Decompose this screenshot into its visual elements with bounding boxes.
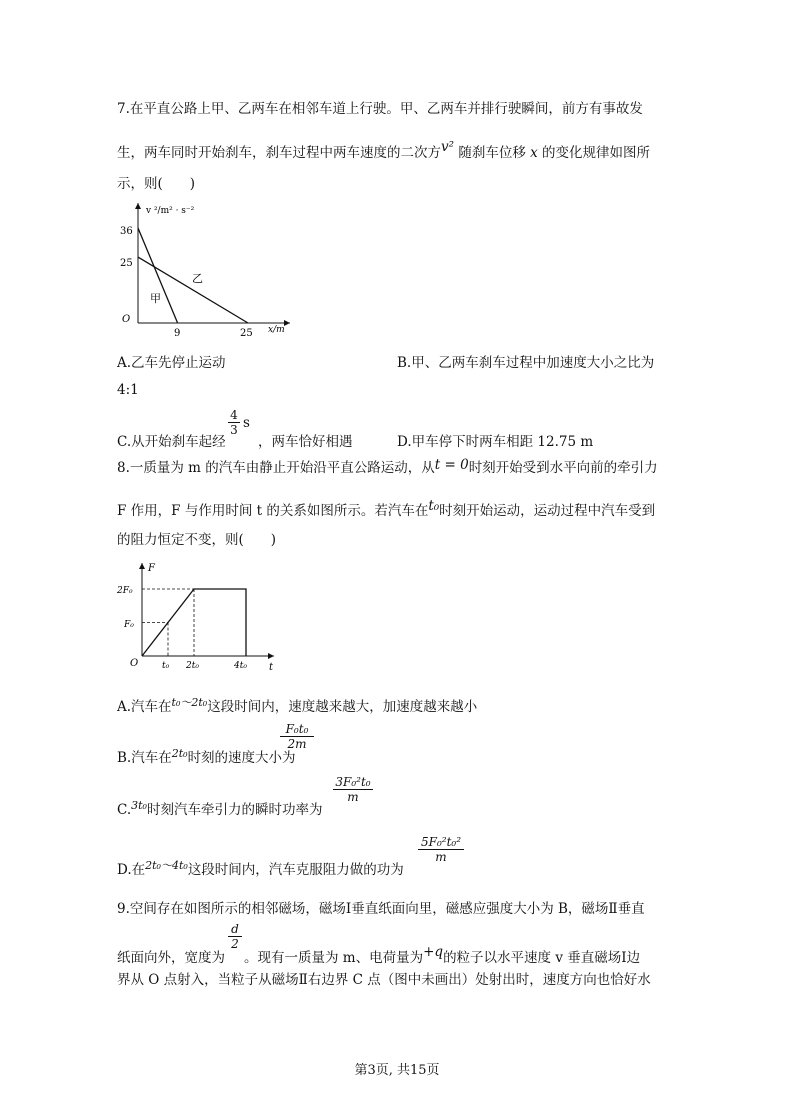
q7-option-d: D.甲车停下时两车相距 12.75 m bbox=[397, 434, 594, 450]
q9-line3: 界从 O 点射入，当粒子从磁场Ⅱ右边界 C 点（图中未画出）处射出时，速度方向也恰好水 bbox=[117, 972, 651, 988]
q8-line1 bbox=[117, 456, 658, 476]
chart2-xlabel: t bbox=[269, 662, 274, 673]
q9-line2-pre: 纸面向外，宽度为 bbox=[117, 950, 225, 966]
q7-line1: 7.在平直公路上甲、乙两车在相邻车道上行驶。甲、乙两车并排行驶瞬间，前方有事故发 bbox=[117, 101, 643, 117]
q7-line2 bbox=[117, 141, 650, 161]
q8-option-c-fraction bbox=[333, 775, 373, 804]
chart2-ytick-f0: F₀ bbox=[124, 620, 134, 630]
q8-option-b bbox=[117, 746, 296, 766]
chart2-xtick-4t0: 4t₀ bbox=[234, 661, 247, 671]
f-t-chart bbox=[112, 558, 282, 676]
q8-option-d bbox=[117, 858, 404, 878]
q8-option-d-pre: D.在 bbox=[117, 862, 146, 878]
q7-option-c-pre: C.从开始刹车起经 bbox=[117, 434, 226, 450]
q8-option-b-pre: B.汽车在 bbox=[117, 750, 172, 766]
q9-line2 bbox=[244, 946, 640, 966]
chart2-ylabel: F bbox=[148, 563, 155, 574]
q8-option-b-t: 2t₀ bbox=[171, 747, 188, 760]
q8-option-d-fraction bbox=[418, 835, 464, 864]
q7-line2a: 生，两车同时开始刹车，刹车过程中两车速度的二次方 bbox=[117, 145, 441, 161]
y-axis-arrow bbox=[139, 563, 145, 569]
q7-option-a: A.乙车先停止运动 bbox=[117, 355, 226, 371]
q7-option-b: B.甲、乙两车刹车过程中加速度大小之比为 bbox=[397, 355, 655, 371]
q8-option-b-fraction bbox=[280, 722, 314, 751]
q8-option-d-post: 这段时间内，汽车克服阻力做的功为 bbox=[187, 862, 404, 878]
chart2-xtick-t0: t₀ bbox=[162, 661, 170, 671]
q7-v2: v² bbox=[441, 139, 455, 155]
q8-option-d-t: 2t₀～4t₀ bbox=[145, 859, 188, 872]
q8-option-c bbox=[117, 798, 322, 818]
q9-width-fraction bbox=[228, 922, 242, 951]
y-axis-arrow bbox=[135, 203, 141, 209]
x-axis-arrow bbox=[284, 320, 290, 326]
q7-option-c-post: ，两车恰好相遇 bbox=[258, 434, 353, 450]
fraction-denominator: m bbox=[347, 790, 359, 804]
fraction-denominator: 2 bbox=[231, 937, 239, 951]
q7-line2b: 随刹车位移 x 的变化规律如图所 bbox=[454, 145, 651, 161]
q8-line1-pre: 8.一质量为 m 的汽车由静止开始沿平直公路运动，从 bbox=[117, 460, 435, 476]
q8-line2-post: 时刻开始运动，运动过程中汽车受到 bbox=[439, 503, 656, 519]
series-line-yi bbox=[138, 257, 248, 323]
q9-line2-mid: 。现有一质量为 m、电荷量为 bbox=[244, 950, 424, 966]
page-footer: 第3页, 共15页 bbox=[354, 1063, 440, 1078]
q8-line3: 的阻力恒定不变，则( ) bbox=[117, 532, 277, 548]
fraction-denominator: 2m bbox=[287, 737, 307, 751]
q9-line2-q: +q bbox=[423, 944, 444, 960]
chart2-origin: O bbox=[130, 658, 139, 669]
q8-option-a-post: 这段时间内，速度越来越大，加速度越来越小 bbox=[207, 699, 478, 715]
series-label-yi: 乙 bbox=[192, 272, 203, 285]
chart2-ytick-2f0: 2F₀ bbox=[117, 586, 133, 596]
q8-option-b-post: 时刻的速度大小为 bbox=[187, 750, 296, 766]
q7-line3: 示，则( ) bbox=[117, 176, 196, 192]
v2-x-chart bbox=[110, 198, 300, 338]
fraction-numerator: 4 bbox=[228, 408, 240, 423]
q9-line1: 9.空间存在如图所示的相邻磁场，磁场Ⅰ垂直纸面向里，磁感应强度大小为 B，磁场Ⅱ垂直 bbox=[117, 901, 645, 917]
q8-option-c-post: 时刻汽车牵引力的瞬时功率为 bbox=[146, 802, 323, 818]
q7-option-c-fraction bbox=[228, 408, 240, 437]
fraction-numerator: 3F₀²t₀ bbox=[333, 775, 373, 790]
chart1-xlabel: x/m bbox=[268, 325, 285, 335]
chart1-origin: O bbox=[122, 314, 131, 325]
q8-line1-t: t = 0 bbox=[434, 457, 469, 473]
q7-option-b-cont: 4:1 bbox=[117, 382, 139, 398]
q8-option-a-t: t₀～2t₀ bbox=[171, 696, 208, 709]
q8-line2 bbox=[117, 499, 655, 519]
fraction-numerator: F₀t₀ bbox=[280, 722, 314, 737]
series-line-jia bbox=[138, 228, 178, 323]
q8-line1-post: 时刻开始受到水平向前的牵引力 bbox=[468, 460, 658, 476]
q7-option-c bbox=[117, 430, 226, 450]
chart1-ytick-36: 36 bbox=[120, 226, 133, 237]
q8-option-c-t: 3t₀ bbox=[131, 799, 147, 812]
chart2-xtick-2t0: 2t₀ bbox=[186, 661, 199, 671]
fraction-numerator: 5F₀²t₀² bbox=[418, 835, 464, 850]
q7-option-c-unit: s bbox=[243, 415, 250, 431]
chart1-xtick-25: 25 bbox=[240, 328, 253, 338]
chart1-xtick-9: 9 bbox=[174, 328, 181, 338]
fraction-denominator: m bbox=[435, 850, 447, 864]
q8-line2-t: t₀ bbox=[428, 498, 440, 514]
fraction-numerator: d bbox=[228, 922, 242, 937]
q8-line2-pre: F 作用，F 与作用时间 t 的关系如图所示。若汽车在 bbox=[117, 503, 429, 519]
series-label-jia: 甲 bbox=[150, 292, 161, 305]
q8-option-c-pre: C. bbox=[117, 802, 132, 818]
x-axis-arrow bbox=[268, 653, 274, 659]
chart1-ytick-25: 25 bbox=[120, 258, 133, 269]
q9-line2-post: 的粒子以水平速度 v 垂直磁场Ⅰ边 bbox=[443, 950, 641, 966]
q8-option-a-pre: A.汽车在 bbox=[117, 699, 172, 715]
chart1-ylabel: v ²/m² · s⁻² bbox=[146, 206, 195, 216]
fraction-denominator: 3 bbox=[230, 423, 238, 437]
q8-option-a bbox=[117, 695, 477, 715]
